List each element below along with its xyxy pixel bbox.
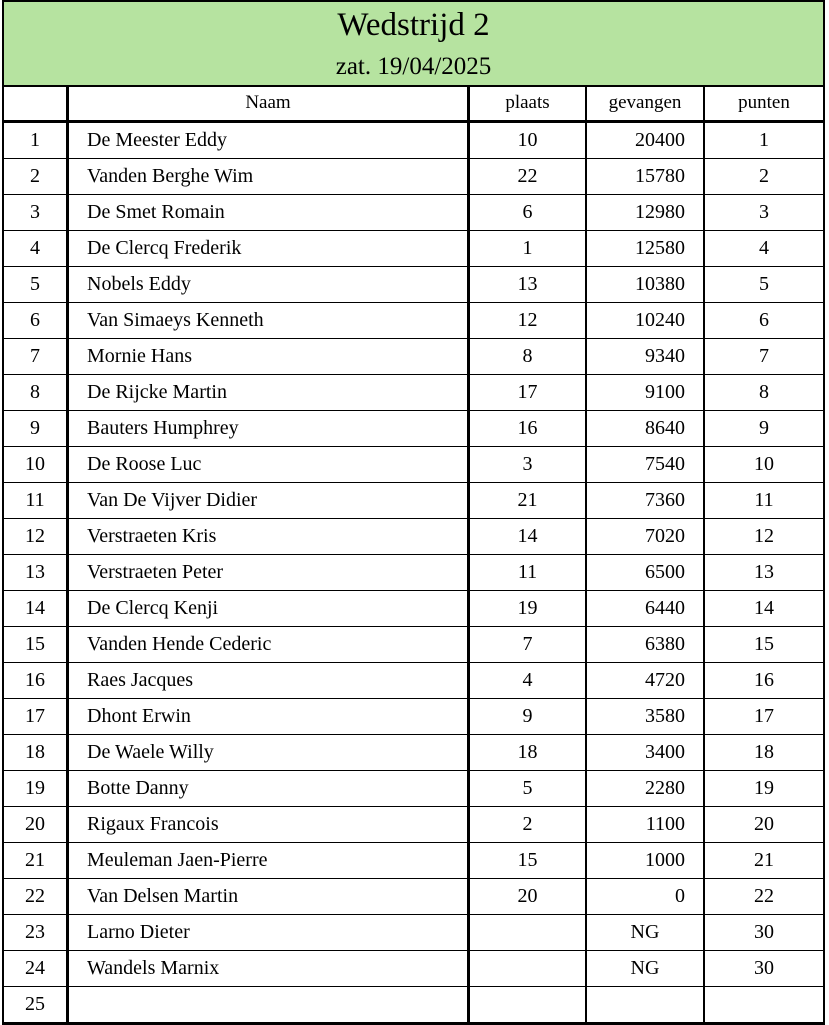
cell-gevangen: 0 bbox=[586, 879, 704, 915]
title-banner bbox=[2, 0, 825, 87]
cell-punten: 4 bbox=[704, 231, 824, 267]
cell-naam: De Clercq Kenji bbox=[68, 591, 469, 627]
cell-naam: Mornie Hans bbox=[68, 339, 469, 375]
cell-plaats: 8 bbox=[469, 339, 587, 375]
table-row bbox=[3, 159, 824, 195]
table-row bbox=[3, 195, 824, 231]
table-row bbox=[3, 879, 824, 915]
cell-nr: 3 bbox=[3, 195, 68, 231]
table-row bbox=[3, 591, 824, 627]
competition-title: Wedstrijd 2 bbox=[337, 7, 490, 43]
header-plaats: plaats bbox=[469, 86, 587, 122]
cell-naam: Van Delsen Martin bbox=[68, 879, 469, 915]
cell-plaats: 17 bbox=[469, 375, 587, 411]
table-row bbox=[3, 987, 824, 1024]
competition-date: zat. 19/04/2025 bbox=[335, 53, 492, 80]
table-row bbox=[3, 267, 824, 303]
cell-nr: 21 bbox=[3, 843, 68, 879]
cell-nr: 16 bbox=[3, 663, 68, 699]
cell-plaats: 20 bbox=[469, 879, 587, 915]
cell-gevangen: 1000 bbox=[586, 843, 704, 879]
cell-plaats: 5 bbox=[469, 771, 587, 807]
cell-naam: Vanden Berghe Wim bbox=[68, 159, 469, 195]
cell-punten: 21 bbox=[704, 843, 824, 879]
results-sheet bbox=[2, 0, 825, 1020]
cell-punten: 12 bbox=[704, 519, 824, 555]
cell-nr: 12 bbox=[3, 519, 68, 555]
table-body bbox=[3, 122, 824, 1024]
cell-naam: Nobels Eddy bbox=[68, 267, 469, 303]
cell-nr: 10 bbox=[3, 447, 68, 483]
cell-naam: Vanden Hende Cederic bbox=[68, 627, 469, 663]
cell-punten: 30 bbox=[704, 915, 824, 951]
cell-plaats: 21 bbox=[469, 483, 587, 519]
table-row bbox=[3, 915, 824, 951]
cell-gevangen: NG bbox=[586, 915, 704, 951]
cell-nr: 25 bbox=[3, 987, 68, 1024]
table-row bbox=[3, 735, 824, 771]
cell-naam: Dhont Erwin bbox=[68, 699, 469, 735]
cell-naam: Rigaux Francois bbox=[68, 807, 469, 843]
cell-nr: 8 bbox=[3, 375, 68, 411]
header-naam: Naam bbox=[68, 86, 469, 122]
table-row bbox=[3, 771, 824, 807]
cell-nr: 11 bbox=[3, 483, 68, 519]
cell-gevangen: 3580 bbox=[586, 699, 704, 735]
header-nr bbox=[3, 86, 68, 122]
cell-plaats: 9 bbox=[469, 699, 587, 735]
cell-punten: 3 bbox=[704, 195, 824, 231]
cell-naam: De Meester Eddy bbox=[68, 122, 469, 159]
table-row bbox=[3, 807, 824, 843]
cell-punten: 18 bbox=[704, 735, 824, 771]
results-table bbox=[2, 85, 825, 1025]
cell-plaats: 18 bbox=[469, 735, 587, 771]
table-row bbox=[3, 339, 824, 375]
cell-nr: 18 bbox=[3, 735, 68, 771]
cell-punten: 9 bbox=[704, 411, 824, 447]
cell-naam: Larno Dieter bbox=[68, 915, 469, 951]
cell-gevangen: 12580 bbox=[586, 231, 704, 267]
cell-nr: 20 bbox=[3, 807, 68, 843]
cell-gevangen: 2280 bbox=[586, 771, 704, 807]
cell-gevangen: 6440 bbox=[586, 591, 704, 627]
cell-nr: 15 bbox=[3, 627, 68, 663]
cell-gevangen: 7360 bbox=[586, 483, 704, 519]
table-row bbox=[3, 122, 824, 159]
cell-gevangen: 9100 bbox=[586, 375, 704, 411]
cell-gevangen: 6380 bbox=[586, 627, 704, 663]
cell-punten: 5 bbox=[704, 267, 824, 303]
cell-naam: Bauters Humphrey bbox=[68, 411, 469, 447]
cell-gevangen: 7540 bbox=[586, 447, 704, 483]
cell-plaats: 6 bbox=[469, 195, 587, 231]
table-row bbox=[3, 699, 824, 735]
cell-punten bbox=[704, 987, 824, 1024]
cell-plaats bbox=[469, 987, 587, 1024]
cell-plaats bbox=[469, 915, 587, 951]
cell-nr: 6 bbox=[3, 303, 68, 339]
cell-naam: Verstraeten Kris bbox=[68, 519, 469, 555]
cell-nr: 1 bbox=[3, 122, 68, 159]
cell-gevangen: 9340 bbox=[586, 339, 704, 375]
table-row bbox=[3, 951, 824, 987]
cell-gevangen bbox=[586, 987, 704, 1024]
table-row bbox=[3, 483, 824, 519]
cell-naam: De Waele Willy bbox=[68, 735, 469, 771]
table-row bbox=[3, 231, 824, 267]
table-row bbox=[3, 627, 824, 663]
table-row bbox=[3, 843, 824, 879]
cell-punten: 11 bbox=[704, 483, 824, 519]
table-row bbox=[3, 411, 824, 447]
cell-gevangen: 20400 bbox=[586, 122, 704, 159]
cell-punten: 13 bbox=[704, 555, 824, 591]
cell-plaats: 13 bbox=[469, 267, 587, 303]
table-row bbox=[3, 375, 824, 411]
cell-nr: 7 bbox=[3, 339, 68, 375]
cell-naam: Raes Jacques bbox=[68, 663, 469, 699]
table-row bbox=[3, 519, 824, 555]
cell-nr: 2 bbox=[3, 159, 68, 195]
cell-punten: 6 bbox=[704, 303, 824, 339]
cell-punten: 8 bbox=[704, 375, 824, 411]
cell-naam: Verstraeten Peter bbox=[68, 555, 469, 591]
cell-punten: 15 bbox=[704, 627, 824, 663]
cell-gevangen: 15780 bbox=[586, 159, 704, 195]
cell-naam: Meuleman Jaen-Pierre bbox=[68, 843, 469, 879]
cell-gevangen: NG bbox=[586, 951, 704, 987]
header-punten: punten bbox=[704, 86, 824, 122]
cell-gevangen: 3400 bbox=[586, 735, 704, 771]
cell-plaats: 1 bbox=[469, 231, 587, 267]
cell-plaats: 3 bbox=[469, 447, 587, 483]
cell-naam: Van Simaeys Kenneth bbox=[68, 303, 469, 339]
cell-naam: De Roose Luc bbox=[68, 447, 469, 483]
cell-naam: De Smet Romain bbox=[68, 195, 469, 231]
cell-naam bbox=[68, 987, 469, 1024]
cell-nr: 5 bbox=[3, 267, 68, 303]
cell-punten: 22 bbox=[704, 879, 824, 915]
cell-nr: 17 bbox=[3, 699, 68, 735]
cell-plaats: 4 bbox=[469, 663, 587, 699]
header-gevangen: gevangen bbox=[586, 86, 704, 122]
cell-nr: 23 bbox=[3, 915, 68, 951]
cell-plaats: 16 bbox=[469, 411, 587, 447]
cell-plaats: 7 bbox=[469, 627, 587, 663]
cell-gevangen: 12980 bbox=[586, 195, 704, 231]
cell-gevangen: 1100 bbox=[586, 807, 704, 843]
cell-gevangen: 7020 bbox=[586, 519, 704, 555]
cell-plaats: 12 bbox=[469, 303, 587, 339]
cell-naam: De Rijcke Martin bbox=[68, 375, 469, 411]
cell-plaats: 14 bbox=[469, 519, 587, 555]
table-row bbox=[3, 303, 824, 339]
cell-gevangen: 10380 bbox=[586, 267, 704, 303]
cell-punten: 20 bbox=[704, 807, 824, 843]
cell-naam: De Clercq Frederik bbox=[68, 231, 469, 267]
cell-gevangen: 6500 bbox=[586, 555, 704, 591]
table-row bbox=[3, 447, 824, 483]
cell-punten: 7 bbox=[704, 339, 824, 375]
cell-gevangen: 10240 bbox=[586, 303, 704, 339]
cell-punten: 2 bbox=[704, 159, 824, 195]
cell-plaats: 2 bbox=[469, 807, 587, 843]
cell-plaats bbox=[469, 951, 587, 987]
cell-punten: 30 bbox=[704, 951, 824, 987]
cell-naam: Botte Danny bbox=[68, 771, 469, 807]
cell-naam: Van De Vijver Didier bbox=[68, 483, 469, 519]
cell-nr: 13 bbox=[3, 555, 68, 591]
cell-gevangen: 8640 bbox=[586, 411, 704, 447]
cell-naam: Wandels Marnix bbox=[68, 951, 469, 987]
cell-punten: 16 bbox=[704, 663, 824, 699]
cell-plaats: 22 bbox=[469, 159, 587, 195]
table-row bbox=[3, 555, 824, 591]
table-row bbox=[3, 663, 824, 699]
cell-punten: 14 bbox=[704, 591, 824, 627]
cell-plaats: 11 bbox=[469, 555, 587, 591]
cell-plaats: 19 bbox=[469, 591, 587, 627]
cell-nr: 14 bbox=[3, 591, 68, 627]
cell-nr: 22 bbox=[3, 879, 68, 915]
cell-nr: 24 bbox=[3, 951, 68, 987]
cell-punten: 10 bbox=[704, 447, 824, 483]
cell-nr: 19 bbox=[3, 771, 68, 807]
cell-punten: 17 bbox=[704, 699, 824, 735]
cell-plaats: 10 bbox=[469, 122, 587, 159]
table-header-row bbox=[3, 86, 824, 122]
cell-gevangen: 4720 bbox=[586, 663, 704, 699]
cell-plaats: 15 bbox=[469, 843, 587, 879]
cell-punten: 19 bbox=[704, 771, 824, 807]
cell-nr: 4 bbox=[3, 231, 68, 267]
cell-nr: 9 bbox=[3, 411, 68, 447]
cell-punten: 1 bbox=[704, 122, 824, 159]
